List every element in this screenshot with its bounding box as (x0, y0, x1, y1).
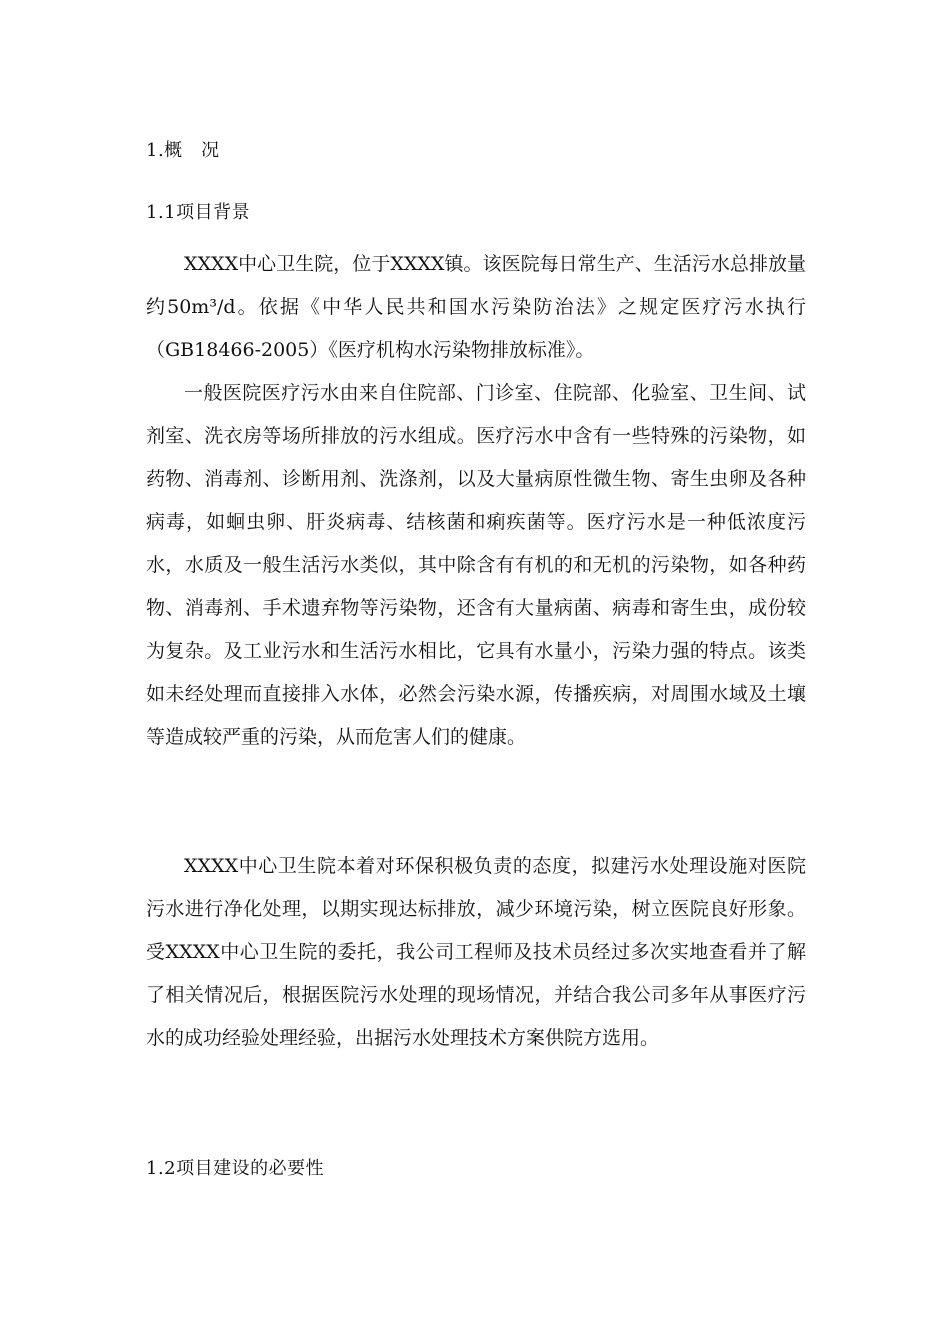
section-heading-overview: 1.概 况 (146, 140, 220, 161)
subsection-heading-background: 1.1项目背景 (146, 202, 251, 223)
paragraph-hospital-intro: XXXX中心卫生院，位于XXXX镇。该医院每日常生产、生活污水总排放量约50m³/d。依据《中华人民共和国水污染防治法》之规定医疗污水执行（GB18466-2005）《医疗机构水污染物排放标准》。 (146, 253, 806, 361)
paragraph-wastewater-description: 一般医院医疗污水由来自住院部、门诊室、住院部、化验室、卫生间、试剂室、洗衣房等场所排放的污水组成。医疗污水中含有一些特殊的污染物，如药物、消毒剂、诊断用剂、洗涤剂，以及大量病原性微生物、寄生虫卵及各种病毒，如蛔虫卵、肝炎病毒、结核菌和痢疾菌等。医疗污水是一种低浓度污水，水质及一般生活污水类似，其中除含有有机的和无机的污染物，如各种药物、消毒剂、手术遗弃物等污染物，还含有大量病菌、病毒和寄生虫，成份较为复杂。及工业污水和生活污水相比，它具有水量小，污染力强的特点。该类如未经处理而直接排入水体，必然会污染水源，传播疾病，对周围水域及土壤等造成较严重的污染，从而危害人们的健康。 (146, 382, 806, 748)
paragraph-project-purpose: XXXX中心卫生院本着对环保积极负责的态度，拟建污水处理设施对医院污水进行净化处理，以期实现达标排放，减少环境污染，树立医院良好形象。受XXXX中心卫生院的委托，我公司工程师及技术员经过多次实地查看并了解了相关情况后，根据医院污水处理的现场情况，并结合我公司多年从事医疗污水的成功经验处理经验，出据污水处理技术方案供院方选用。 (146, 855, 806, 1049)
subsection-heading-necessity: 1.2项目建设的必要性 (146, 1158, 325, 1179)
